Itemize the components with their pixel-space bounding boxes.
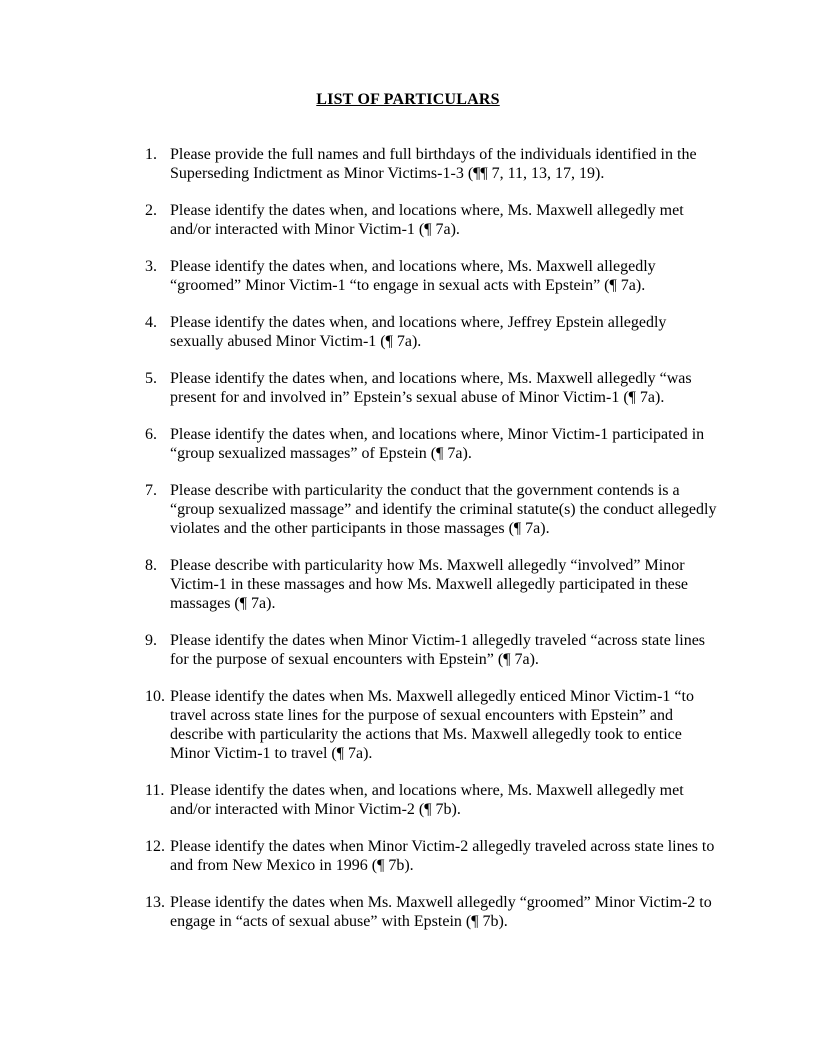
item-text: Please identify the dates when Minor Victim-2 allegedly traveled across state lines to and from New Mexico in 1996 (¶ 7b). <box>170 838 715 874</box>
list-item <box>145 369 720 407</box>
item-text: Please identify the dates when, and locations where, Ms. Maxwell allegedly “was present for and involved in” Epstein’s sexual abuse of Minor Victim-1 (¶ 7a). <box>170 370 692 406</box>
list-item <box>145 893 720 931</box>
item-number: 11. <box>145 782 165 799</box>
item-number: 7. <box>145 482 157 499</box>
list-item <box>145 201 720 239</box>
list-item <box>145 687 720 763</box>
item-text: Please identify the dates when, and locations where, Ms. Maxwell allegedly met and/or interacted with Minor Victim-2 (¶ 7b). <box>170 782 684 818</box>
item-text: Please identify the dates when Minor Victim-1 allegedly traveled “across state lines for the purpose of sexual encounters with Epstein” (¶ 7a). <box>170 632 706 668</box>
item-text: Please describe with particularity the conduct that the government contends is a “group sexualized massage” and identify the criminal statute(s) the conduct allegedly violates and the other participants in those massages (¶ 7a). <box>170 482 717 537</box>
list-item <box>145 313 720 351</box>
item-text: Please provide the full names and full birthdays of the individuals identified in the Superseding Indictment as Minor Victims-1-3 (¶¶ 7, 11, 13, 17, 19). <box>170 146 697 182</box>
list-item <box>145 425 720 463</box>
list-item <box>145 837 720 875</box>
item-text: Please identify the dates when Ms. Maxwell allegedly enticed Minor Victim-1 “to travel across state lines for the purpose of sexual encounters with Epstein” and describe with particularity the actions that Ms. Maxwell allegedly took to entice Minor Victim-1 to travel (¶ 7a). <box>170 688 694 762</box>
list-item <box>145 481 720 538</box>
item-number: 12. <box>145 838 165 855</box>
item-number: 8. <box>145 557 157 574</box>
list-item <box>145 556 720 613</box>
document-title: LIST OF PARTICULARS <box>316 91 500 108</box>
item-number: 13. <box>145 894 165 911</box>
item-text: Please identify the dates when Ms. Maxwell allegedly “groomed” Minor Victim-2 to engage in “acts of sexual abuse” with Epstein (¶ 7b). <box>170 894 712 930</box>
item-text: Please identify the dates when, and locations where, Minor Victim-1 participated in “group sexualized massages” of Epstein (¶ 7a). <box>170 426 705 462</box>
item-number: 1. <box>145 146 157 163</box>
list-item <box>145 145 720 183</box>
item-text: Please identify the dates when, and locations where, Ms. Maxwell allegedly met and/or interacted with Minor Victim-1 (¶ 7a). <box>170 202 684 238</box>
item-text: Please identify the dates when, and locations where, Jeffrey Epstein allegedly sexually abused Minor Victim-1 (¶ 7a). <box>170 314 667 350</box>
list-item <box>145 781 720 819</box>
list-item <box>145 631 720 669</box>
item-number: 2. <box>145 202 157 219</box>
item-number: 6. <box>145 426 157 443</box>
item-text: Please identify the dates when, and locations where, Ms. Maxwell allegedly “groomed” Minor Victim-1 “to engage in sexual acts with Epstein” (¶ 7a). <box>170 258 656 294</box>
item-number: 3. <box>145 258 157 275</box>
list-item <box>145 257 720 295</box>
item-number: 5. <box>145 370 157 387</box>
item-number: 9. <box>145 632 157 649</box>
item-text: Please describe with particularity how Ms. Maxwell allegedly “involved” Minor Victim-1 in these massages and how Ms. Maxwell allegedly participated in these massages (¶ 7a). <box>170 557 689 612</box>
item-number: 10. <box>145 688 165 705</box>
particulars-list <box>145 145 720 931</box>
item-number: 4. <box>145 314 157 331</box>
